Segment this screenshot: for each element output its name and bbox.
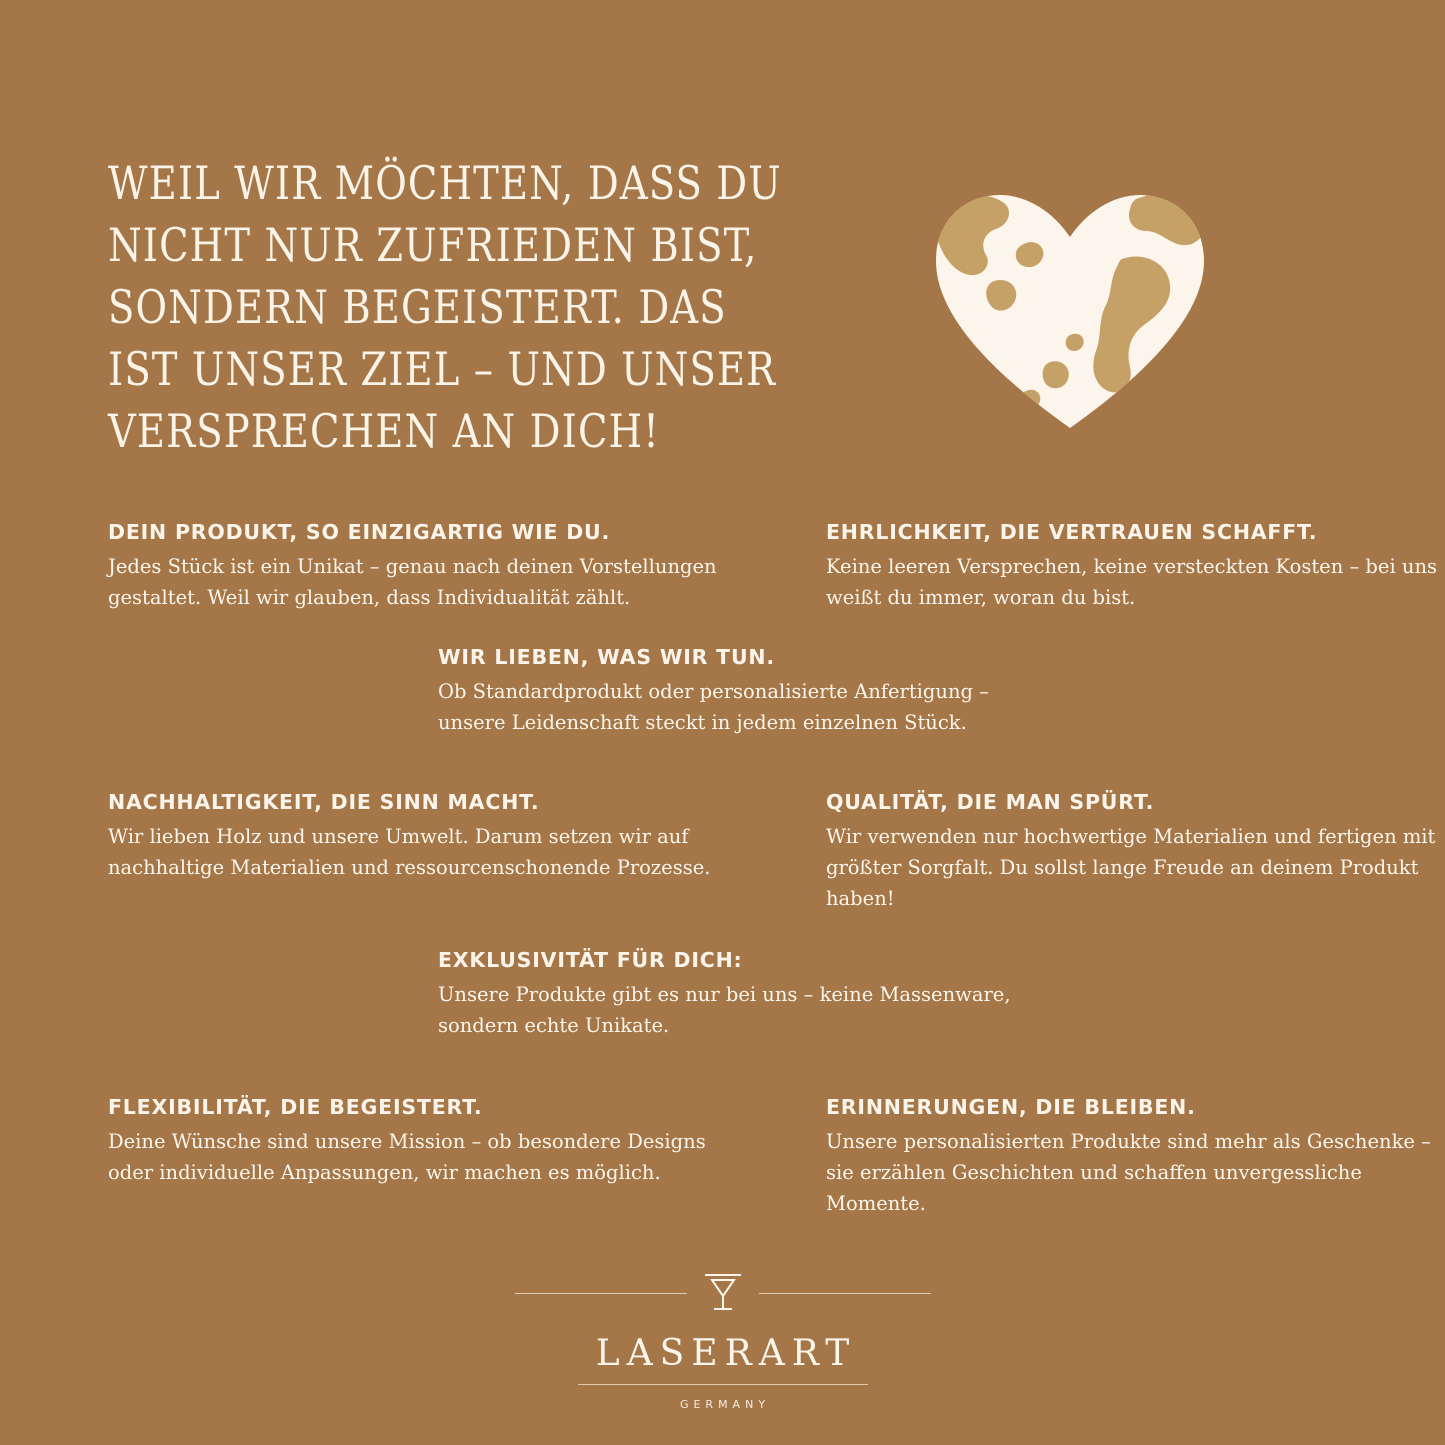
feature-block — [108, 520, 748, 613]
footer-rule-row — [0, 1268, 1445, 1319]
feature-block — [826, 1095, 1445, 1219]
feature-title: QUALITÄT, DIE MAN SPÜRT. — [826, 790, 1155, 814]
feature-body: Jedes Stück ist ein Unikat – genau nach deinen Vorstellungen gestaltet. Weil wir glauben, dass Individualität zählt. — [108, 555, 717, 609]
feature-block — [826, 520, 1445, 613]
feature-block — [438, 948, 1058, 1041]
feature-block — [108, 790, 748, 883]
feature-body: Unsere Produkte gibt es nur bei uns – keine Massenware, sondern echte Unikate. — [438, 983, 1011, 1037]
heart-world-map-icon — [930, 185, 1210, 435]
feature-block — [108, 1095, 748, 1188]
feature-body: Ob Standardprodukt oder personalisierte Anfertigung – unsere Leidenschaft steckt in jedem einzelnen Stück. — [438, 680, 989, 734]
divider-right — [759, 1293, 931, 1294]
feature-title: NACHHALTIGKEIT, DIE SINN MACHT. — [108, 790, 540, 814]
feature-title: WIR LIEBEN, WAS WIR TUN. — [438, 645, 775, 669]
feature-body: Wir verwenden nur hochwertige Materialien und fertigen mit größter Sorgfalt. Du sollst lange Freude an deinem Produkt haben! — [826, 825, 1436, 910]
feature-body: Keine leeren Versprechen, keine versteckten Kosten – bei uns weißt du immer, woran du bist. — [826, 555, 1438, 609]
feature-title: FLEXIBILITÄT, DIE BEGEISTERT. — [108, 1095, 483, 1119]
feature-body: Deine Wünsche sind unsere Mission – ob besondere Designs oder individuelle Anpassungen, wir machen es möglich. — [108, 1130, 706, 1184]
feature-block — [826, 790, 1445, 914]
brand-divider — [578, 1384, 868, 1385]
footer-logo — [0, 1268, 1445, 1411]
brand-country: GERMANY — [679, 1398, 771, 1411]
feature-title: ERINNERUNGEN, DIE BLEIBEN. — [826, 1095, 1196, 1119]
cocktail-glass-icon — [701, 1268, 745, 1319]
feature-body: Wir lieben Holz und unsere Umwelt. Darum setzen wir auf nachhaltige Materialien und ressourcenschonende Prozesse. — [108, 825, 711, 879]
feature-body: Unsere personalisierten Produkte sind mehr als Geschenke – sie erzählen Geschichten und schaffen unvergessliche Momente. — [826, 1130, 1431, 1215]
feature-title: EXKLUSIVITÄT FÜR DICH: — [438, 948, 743, 972]
feature-title: EHRLICHKEIT, DIE VERTRAUEN SCHAFFT. — [826, 520, 1318, 544]
feature-title: DEIN PRODUKT, SO EINZIGARTIG WIE DU. — [108, 520, 611, 544]
brand-name: LASERART — [595, 1333, 857, 1374]
divider-left — [515, 1293, 687, 1294]
page-title: WEIL WIR MÖCHTEN, DASS DU NICHT NUR ZUFRIEDEN BIST, SONDERN BEGEISTERT. DAS IST UNSER ZIEL – UND UNSER VERSPRECHEN AN DICH! — [108, 156, 782, 458]
feature-block — [438, 645, 1058, 738]
